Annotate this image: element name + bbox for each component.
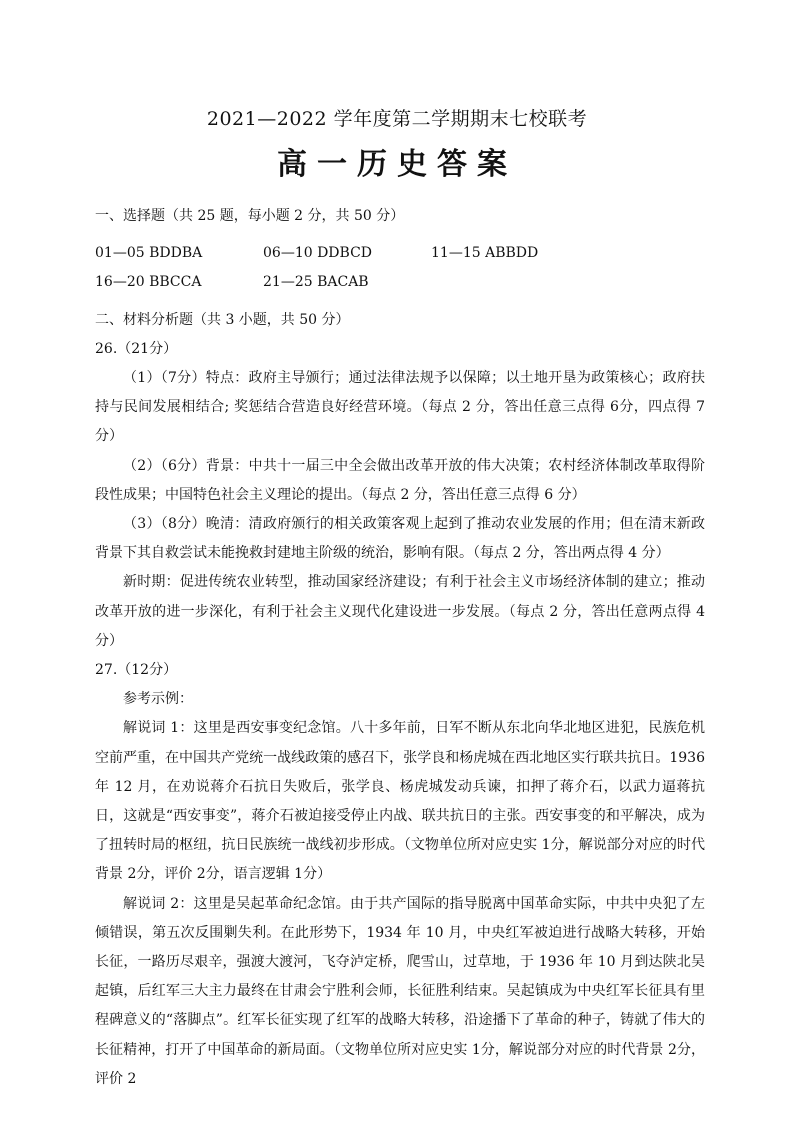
document-subtitle: 高一历史答案 (277, 147, 517, 182)
q27-reference-label: 参考示例： (123, 691, 193, 708)
document-body (95, 202, 705, 1094)
question-26-label: 26.（21分） (95, 340, 178, 357)
q27-example-2: 解说词 2：这里是吴起革命纪念馆。由于共产国际的指导脱离中国革命实际，中共中央犯了左倾错误，第五次反围剿失利。在此形势下，1934 年 10 月，中央红军被迫进行战略大转移，开始长征，一路历尽艰辛，强渡大渡河，飞夺泸定桥，爬雪山，过草地，于 1936 年 10 月到达陕北吴起镇，后红军三大主力最终在甘肃会宁胜利会师，长征胜利结束。吴起镇成为中央红军长征具有里程碑意义的“落脚点”。红军长征实现了红军的战略大转移，沿途播下了革命的种子，铸就了伟大的长征精神，打开了中国革命的新局面。（文物单位所对应史实 1分，解说部分对应的时代背景 2分，评价 2 (95, 895, 705, 1087)
q27-example-1: 解说词 1：这里是西安事变纪念馆。八十多年前，日军不断从东北向华北地区进犯，民族危机空前严重，在中国共产党统一战线政策的感召下，张学良和杨虎城在西北地区实行联共抗日。1936 年 12 月，在劝说蒋介石抗日失败后，张学良、杨虎城发动兵谏，扣押了蒋介石，以武力逼蒋抗日，这就是“西安事变”，蒋介石被迫接受停止内战、联共抗日的主张。西安事变的和平解决，成为了扭转时局的枢纽，抗日民族统一战线初步形成。（文物单位所对应史实 1分，解说部分对应的时代背景 2分，评价 2分，语言逻辑 1分） (95, 720, 705, 883)
answer-group: 21—25 BACAB (263, 274, 369, 291)
question-27-label: 27.（12分） (95, 662, 178, 679)
q26-part2: （2）（6分）背景：中共十一届三中全会做出改革开放的伟大决策；农村经济体制改革取得阶段性成果；中国特色社会主义理论的提出。（每点 2 分，答出任意三点得 6 分） (95, 457, 705, 503)
answer-group: 16—20 BBCCA (95, 274, 202, 291)
q26-part3-newera: 新时期：促进传统农业转型，推动国家经济建设；有利于社会主义市场经济体制的建立；推动改革开放的进一步深化，有利于社会主义现代化建设进一步发展。（每点 2 分，答出任意两点得 4 分） (95, 574, 705, 649)
answer-group (431, 268, 611, 297)
q26-part3: （3）（8分）晚清：清政府颁行的相关政策客观上起到了推动农业发展的作用；但在清末新政背景下其自救尝试未能挽救封建地主阶级的统治，影响有限。（每点 2 分，答出两点得 4 分） (95, 516, 705, 562)
answer-group: 11—15 ABBDD (431, 245, 539, 262)
document-title: 2021—2022 学年度第二学期期末七校联考 (206, 108, 588, 130)
section2-heading: 二、材料分析题（共 3 小题，共 50 分） (95, 311, 350, 328)
section1-heading: 一、选择题（共 25 题，每小题 2 分，共 50 分） (95, 208, 405, 224)
q26-part1: （1）（7分）特点：政府主导颁行；通过法律法规予以保障；以土地开垦为政策核心；政府扶持与民间发展相结合; 奖惩结合营造良好经营环境。（每点 2 分，答出任意三点得 6分，四点得 7分） (95, 369, 705, 445)
answer-group: 01—05 BDDBA (95, 245, 203, 262)
answer-row (95, 239, 705, 268)
answer-row (95, 268, 705, 297)
answer-group: 06—10 DDBCD (263, 245, 373, 262)
